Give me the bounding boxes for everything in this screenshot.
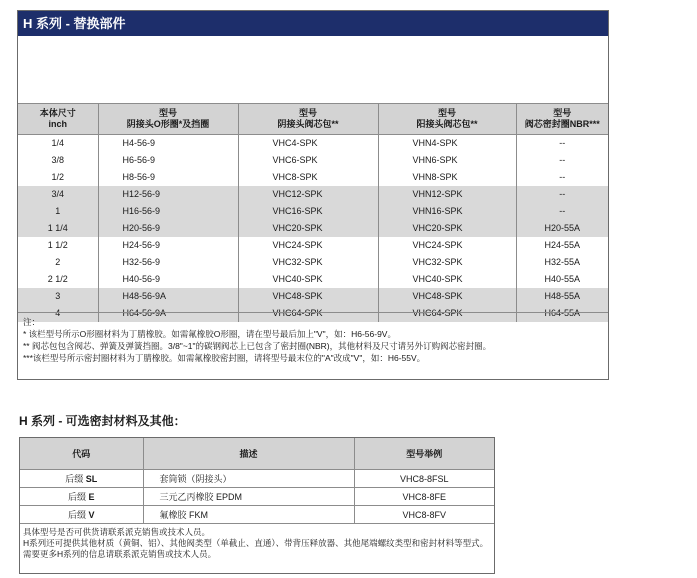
- cell-size: 2 1/2: [47, 274, 68, 284]
- cell-oring: H12-56-9: [98, 186, 238, 203]
- cell-male-valve: VHC48-SPK: [378, 288, 516, 305]
- cell-male-valve: VHC20-SPK: [378, 220, 516, 237]
- cell-female-valve: VHC32-SPK: [238, 254, 378, 271]
- cell-oring: H20-56-9: [98, 220, 238, 237]
- cell-male-valve: VHN8-SPK: [378, 169, 516, 186]
- cell-seal: H20-55A: [516, 220, 608, 237]
- cell-male-valve: VHC24-SPK: [378, 237, 516, 254]
- cell-oring: H8-56-9: [98, 169, 238, 186]
- table-row: [20, 470, 494, 488]
- table-row: [18, 135, 608, 153]
- footnotes: [18, 312, 608, 364]
- footnote-oring: * 该栏型号所示O形圈材料为丁腈橡胶。如需氟橡胶O形圈，请在型号最后加上"V"，如：H6-56-9V。: [23, 329, 396, 339]
- cell-seal: H40-55A: [516, 271, 608, 288]
- cell-description: 套筒锁（阴接头）: [143, 470, 354, 488]
- replacement-parts-panel: [17, 10, 609, 380]
- options-panel: [19, 437, 495, 574]
- cell-size: 3: [18, 288, 98, 305]
- cell-oring: H4-56-9: [98, 135, 238, 153]
- cell-seal: H24-55A: [516, 237, 608, 254]
- options-header-row: [20, 438, 494, 470]
- table-row: [20, 506, 494, 524]
- cell-oring: H64-56-9A: [98, 305, 238, 322]
- header-male-valve: 型号 阳接头阀芯包**: [378, 104, 516, 135]
- cell-male-valve: VHN4-SPK: [378, 135, 516, 153]
- cell-female-valve: VHC4-SPK: [238, 135, 378, 153]
- cell-female-valve: VHC48-SPK: [238, 288, 378, 305]
- cell-oring: H40-56-9: [98, 271, 238, 288]
- cell-example: VHC8-8FV: [354, 506, 494, 524]
- cell-female-valve: VHC64-SPK: [238, 305, 378, 322]
- cell-female-valve: VHC6-SPK: [238, 152, 378, 169]
- cell-code: 后缀 SL: [20, 470, 143, 488]
- table-row: [18, 271, 608, 288]
- table-row: [18, 254, 608, 271]
- cell-seal: --: [516, 135, 608, 153]
- blank-area: [18, 36, 608, 103]
- cell-seal: --: [516, 169, 608, 186]
- cell-oring: H48-56-9A: [98, 288, 238, 305]
- options-note-availability: 具体型号是否可供货请联系派克销售或技术人员。: [23, 527, 211, 537]
- table-row: [18, 203, 608, 220]
- header-description: 描述: [143, 438, 354, 470]
- cell-seal: H48-55A: [516, 288, 608, 305]
- cell-code: 后缀 V: [20, 506, 143, 524]
- section-banner: H 系列 - 替换部件: [18, 11, 608, 36]
- cell-size: 2: [55, 257, 61, 267]
- cell-size: 3/4: [18, 186, 98, 203]
- cell-description: 氟橡胶 FKM: [143, 506, 354, 524]
- cell-female-valve: VHC20-SPK: [238, 220, 378, 237]
- header-female-valve: 型号 阴接头阀芯包**: [238, 104, 378, 135]
- options-table: [20, 438, 494, 524]
- options-notes: [20, 524, 494, 560]
- cell-seal: --: [516, 152, 608, 169]
- footnote-seal: ***该栏型号所示密封圈材料为丁腈橡胶。如需氟橡胶密封圈，请将型号最末位的"A"改成"V"，如：H6-55V。: [23, 353, 426, 363]
- cell-size: 1: [18, 203, 98, 220]
- header-oring: 型号 阴接头O形圈*及挡圈: [98, 104, 238, 135]
- replacement-parts-table: [18, 103, 608, 322]
- table-row: [18, 237, 608, 254]
- cell-male-valve: VHC64-SPK: [378, 305, 516, 322]
- footnote-label: 注：: [23, 317, 41, 327]
- cell-size: 4: [18, 305, 98, 322]
- cell-female-valve: VHC24-SPK: [238, 237, 378, 254]
- cell-oring: H24-56-9: [98, 237, 238, 254]
- cell-oring: H16-56-9: [98, 203, 238, 220]
- options-note-more: H系列还可提供其他材质（黄铜、铝）、其他阀类型（单截止、直通）、带背压释放器、其他尾端螺纹类型和密封材料等型式。需要更多H系列的信息请联系派克销售或技术人员。: [23, 538, 489, 559]
- cell-male-valve: VHN16-SPK: [378, 203, 516, 220]
- cell-female-valve: VHC40-SPK: [238, 271, 378, 288]
- cell-seal: H32-55A: [516, 254, 608, 271]
- footnote-valve-pack: ** 阀芯包包含阀芯、弹簧及弹簧挡圈。3/8"~1"的碳钢阀芯上已包含了密封圈(NBR)，其他材料及尺寸请另外订购阀芯密封圈。: [23, 341, 492, 351]
- cell-male-valve: VHC32-SPK: [378, 254, 516, 271]
- table-row: [18, 220, 608, 237]
- table-header-row: [18, 104, 608, 135]
- cell-female-valve: VHC8-SPK: [238, 169, 378, 186]
- cell-size: 1/2: [51, 172, 64, 182]
- cell-seal: --: [516, 203, 608, 220]
- header-example: 型号举例: [354, 438, 494, 470]
- table-row: [18, 186, 608, 203]
- cell-seal: H64-55A: [516, 305, 608, 322]
- header-body-size: 本体尺寸 inch: [18, 104, 98, 135]
- cell-example: VHC8-8FE: [354, 488, 494, 506]
- cell-oring: H32-56-9: [98, 254, 238, 271]
- cell-size: 1 1/2: [47, 240, 68, 250]
- table-row: [18, 288, 608, 305]
- header-seal: 型号 阀芯密封圈NBR***: [516, 104, 608, 135]
- cell-oring: H6-56-9: [98, 152, 238, 169]
- cell-example: VHC8-8FSL: [354, 470, 494, 488]
- cell-size: 3/8: [51, 155, 64, 165]
- cell-male-valve: VHN6-SPK: [378, 152, 516, 169]
- cell-male-valve: VHN12-SPK: [378, 186, 516, 203]
- cell-size: 1/4: [51, 138, 64, 148]
- cell-female-valve: VHC16-SPK: [238, 203, 378, 220]
- cell-size: 1 1/4: [18, 220, 98, 237]
- header-code: 代码: [20, 438, 143, 470]
- cell-code: 后缀 E: [20, 488, 143, 506]
- cell-description: 三元乙丙橡胶 EPDM: [143, 488, 354, 506]
- table-row: [18, 152, 608, 169]
- cell-seal: --: [516, 186, 608, 203]
- cell-female-valve: VHC12-SPK: [238, 186, 378, 203]
- cell-male-valve: VHC40-SPK: [378, 271, 516, 288]
- table-row: [18, 169, 608, 186]
- options-title: H 系列 - 可选密封材料及其他：: [19, 414, 186, 428]
- table-row: [20, 488, 494, 506]
